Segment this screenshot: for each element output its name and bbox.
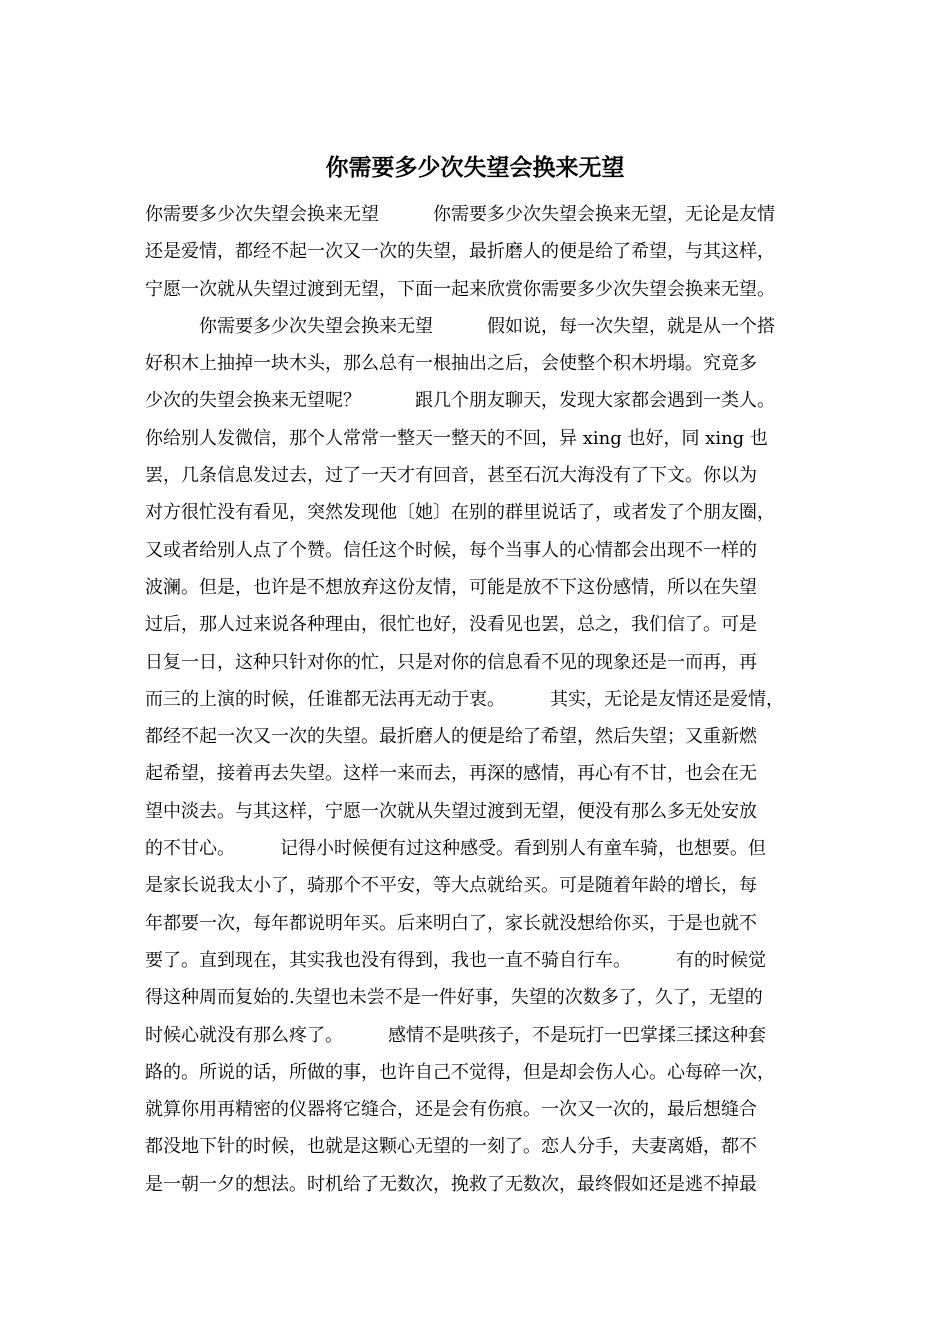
- body-line: 是一朝一夕的想法。时机给了无数次，挽救了无数次，最终假如还是逃不掉最: [145, 1173, 757, 1195]
- body-line: 年都要一次，每年都说明年买。后来明白了，家长就没想给你买，于是也就不: [145, 912, 757, 934]
- body-line: 你给别人发微信，那个人常常一整天一整天的不回，异 xing 也好，同 xing 也: [145, 427, 768, 449]
- body-line: 宁愿一次就从失望过渡到无望，下面一起来欣赏你需要多少次失望会换来无望。: [145, 278, 775, 300]
- body-line: 而三的上演的时候，任谁都无法再无动于衷。 其实，无论是友情还是爱情，: [145, 688, 784, 710]
- body-line: 少次的失望会换来无望呢？ 跟几个朋友聊天，发现大家都会遇到一类人。: [145, 390, 775, 412]
- body-line: 好积木上抽掉一块木头，那么总有一根抽出之后，会使整个积木坍塌。究竟多: [145, 353, 757, 375]
- body-line: 都经不起一次又一次的失望。最折磨人的便是给了希望，然后失望；又重新燃: [145, 726, 757, 748]
- body-line: 要了。直到现在，其实我也没有得到，我也一直不骑自行车。 有的时候觉: [145, 949, 766, 971]
- body-line: 望中淡去。与其这样，宁愿一次就从失望过渡到无望，便没有那么多无处安放: [145, 800, 757, 822]
- body-line: 起希望，接着再去失望。这样一来而去，再深的感情，再心有不甘，也会在无: [145, 763, 757, 785]
- body-line: 过后，那人过来说各种理由，很忙也好，没看见也罢，总之，我们信了。可是: [145, 614, 757, 636]
- body-line: 还是爱情，都经不起一次又一次的失望，最折磨人的便是给了希望，与其这样，: [145, 241, 775, 263]
- body-line: 得这种周而复始的.失望也未尝不是一件好事，失望的次数多了，久了，无望的: [145, 987, 763, 1009]
- body-line: 罢，几条信息发过去，过了一天才有回音，甚至石沉大海没有了下文。你以为: [145, 465, 757, 487]
- body-line: 日复一日，这种只针对你的忙，只是对你的信息看不见的现象还是一而再，再: [145, 651, 757, 673]
- body-line: 路的。所说的话，所做的事，也许自己不觉得，但是却会伤人心。心每碎一次，: [145, 1061, 775, 1083]
- body-line: 你需要多少次失望会换来无望 你需要多少次失望会换来无望，无论是友情: [145, 204, 775, 225]
- body-line: 时候心就没有那么疼了。 感情不是哄孩子，不是玩打一巴掌揉三揉这种套: [145, 1024, 766, 1046]
- document-title: 你需要多少次失望会换来无望: [325, 155, 625, 181]
- body-line: 的不甘心。 记得小时候便有过这种感受。看到别人有童车骑，也想要。但: [145, 838, 766, 860]
- body-line: 你需要多少次失望会换来无望 假如说，每一次失望，就是从一个搭: [145, 315, 775, 337]
- body-line: 都没地下针的时候，也就是这颗心无望的一刻了。恋人分手，夫妻离婚，都不: [145, 1136, 757, 1158]
- body-line: 是家长说我太小了，骑那个不平安，等大点就给买。可是随着年龄的增长，每: [145, 875, 757, 897]
- body-line: 对方很忙没有看见，突然发现他〔她〕在别的群里说话了，或者发了个朋友圈，: [145, 502, 775, 524]
- body-line: 就算你用再精密的仪器将它缝合，还是会有伤痕。一次又一次的，最后想缝合: [145, 1099, 757, 1121]
- document-body: [145, 196, 825, 1203]
- body-line: 又或者给别人点了个赞。信任这个时候，每个当事人的心情都会出现不一样的: [145, 539, 757, 561]
- body-line: 波澜。但是，也许是不想放弃这份友情，可能是放不下这份感情，所以在失望: [145, 576, 757, 598]
